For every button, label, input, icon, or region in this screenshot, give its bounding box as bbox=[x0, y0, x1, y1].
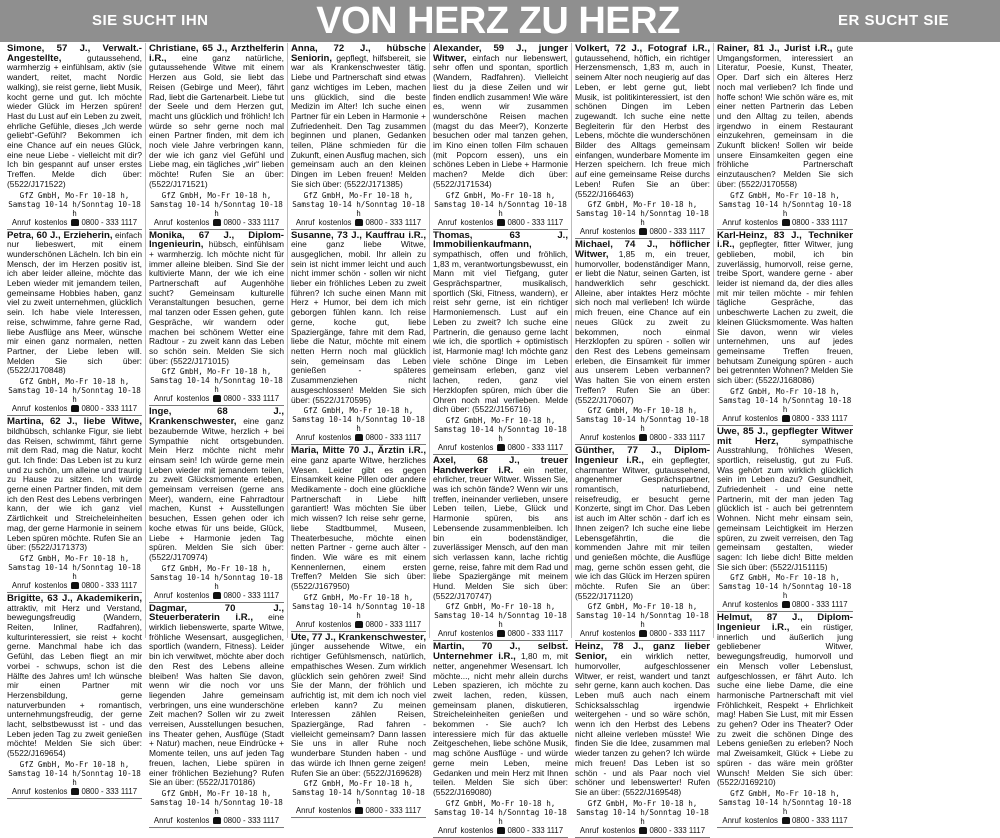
ad-company-hours bbox=[149, 367, 284, 394]
phone-number-text: 0800 - 333 1117 bbox=[649, 433, 706, 443]
call-line bbox=[575, 826, 710, 835]
ad-title: Susanne, 73 J., Kauffrau i.R., bbox=[291, 229, 426, 241]
company-line: GfZ GmbH, Mo-Fr 10-18 h, bbox=[730, 789, 840, 798]
ad-title: Brigitte, 63 J., Akademikerin, bbox=[7, 592, 142, 604]
free-label: kostenlos bbox=[34, 580, 68, 590]
ad-body: eine ganz aparte Witwe, herzliches Wesen. Leider gibt es gegen Einsamkeit keine Pillen oder andere Medikamente - doch eine glückliche Partnerschaft in Liebe hilft garantiert! Was möchten Sie über mich wissen? Ich reise sehr gerne, liebe Stadtbummel, Museen, Theaterbesuche, möchte einen netten Partner - gerne auch älter - finden. Wie wäre es mit einem Kennenlernen, einem ersten Treffen? Melden Sie sich über: (5522/J167950) bbox=[291, 454, 426, 592]
hours-line: Samstag 10-14 h/Sonntag 10-18 h bbox=[718, 395, 852, 414]
hours-line: Samstag 10-14 h/Sonntag 10-18 h bbox=[434, 611, 567, 630]
ad-company-hours bbox=[7, 760, 142, 787]
ad-column bbox=[288, 43, 430, 816]
ad-body: gutaussehend, warmherzig + einfühlsam, aktiv (sie wandert, reitet, macht Nordic walking), sie reist gerne, liebt Musik, kocht gerne und gut. Ich möchte wieder Glück im Herzen spüren! Hast du Lust auf ein Leben zu zweit, ehrliche Gefühle, dieses „Ich werde geliebt“-Gefühl? Bekommen ich eine Chance auf ein neues Glück, eine neue Liebe - vielleicht mit dir? Ich bin gespannt auf unser erstes Treffen. Melde dich über: (5522/J171522) bbox=[7, 52, 143, 189]
phone-number-text: 0800 - 333 1117 bbox=[223, 590, 280, 600]
company-line: GfZ GmbH, Mo-Fr 10-18 h, bbox=[303, 779, 414, 789]
call-label: Anruf bbox=[295, 433, 315, 443]
ad-column bbox=[714, 43, 856, 825]
phone-icon bbox=[355, 807, 363, 814]
hours-line: Samstag 10-14 h/Sonntag 10-18 h bbox=[150, 572, 283, 591]
company-line: GfZ GmbH, Mo-Fr 10-18 h, bbox=[730, 190, 840, 200]
ad-column bbox=[430, 43, 572, 835]
classified-ad bbox=[433, 641, 568, 837]
call-label: Anruf bbox=[722, 217, 742, 227]
ad-body: sympathische Ausstrahlung, fröhliches Wesen, sportlich, reiselustig, gut zu Fuß. Was gehört zum wirklich glücklich sein im Leben dazu? Gesundheit, Zufriedenheit - und eine nette Partnerin, mit der man jeden Tag glücklich ist - auch bei getrenntem Wohnen. Nicht mehr einsam sein, gemeinsam Leichtigkeit im Herzen spüren, zu zweit verreisen, den Tag gemeinsam gestalten, wieder sagen: Ich liebe dich! Bitte melden Sie sich über: (5522/J151115) bbox=[717, 435, 853, 572]
hours-line: Samstag 10-14 h/Sonntag 10-18 h bbox=[718, 582, 852, 601]
hours-line: Samstag 10-14 h/Sonntag 10-18 h bbox=[150, 199, 283, 218]
hours-line: Samstag 10-14 h/Sonntag 10-18 h bbox=[434, 199, 567, 218]
company-line: GfZ GmbH, Mo-Fr 10-18 h, bbox=[587, 200, 698, 210]
ad-company-hours bbox=[717, 387, 853, 414]
call-label: Anruf bbox=[722, 600, 742, 610]
ad-company-hours bbox=[291, 593, 426, 620]
free-label: kostenlos bbox=[745, 413, 778, 423]
hours-line: Samstag 10-14 h/Sonntag 10-18 h bbox=[292, 415, 425, 434]
phone-number[interactable] bbox=[639, 433, 705, 442]
call-line bbox=[433, 443, 568, 452]
classified-ad bbox=[717, 43, 853, 230]
company-line: GfZ GmbH, Mo-Fr 10-18 h, bbox=[161, 563, 272, 573]
ad-company-hours bbox=[7, 377, 142, 404]
ad-company-hours bbox=[7, 554, 142, 581]
ad-company-hours bbox=[575, 602, 710, 629]
ad-company-hours bbox=[433, 416, 568, 443]
phone-number-text: 0800 - 333 1117 bbox=[81, 786, 138, 796]
ad-company-hours bbox=[291, 406, 426, 433]
call-label: Anruf bbox=[295, 806, 315, 816]
call-label: Anruf bbox=[722, 816, 742, 825]
phone-icon bbox=[497, 827, 505, 834]
phone-number[interactable] bbox=[355, 620, 421, 629]
call-label: Anruf bbox=[579, 227, 599, 237]
ad-body: gepflegt, hilfsbereit, sie war als Krankenschwester tätig. Liebe und Partnerschaft sind etwas ganz wichtiges im Leben, machen uns glücklich, sind die beste Medizin im Alter! Ich suche einen Partner für ein Leben in Harmonie + Zufriedenheit. Den Tag zusammen beginnen und planen, Gedanken teilen, Pläne schmieden für die Zukunft, einen Ausflug machen, sich gemeinsam auch an den kleinen Dingen im Leben freuen! Melden Sie sich über: (5522/J171385) bbox=[291, 52, 426, 189]
ad-body: einfach nur liebeswert, mit einem wunderschönen Lächeln. Ich bin ein Mensch, der im Herzen positiv ist, ich aber leider alleine, möchte das Leben wieder mit jemandem teilen, gemeinsame Hobbies haben, ganz viel zu zweit unternehmen, glücklich sein. Ich habe viele Interessen, reise, schwimme, fahre gerne Rad, liebe Ausflüge ans Meer, wünsche mir einen ganz normalen, netten Partner, der Liebe leben will. Melden Sie sich über: (5522/J170848) bbox=[7, 229, 142, 376]
header-left-label: SIE SUCHT IHN bbox=[92, 12, 209, 29]
phone-icon bbox=[213, 817, 221, 824]
company-line: GfZ GmbH, Mo-Fr 10-18 h, bbox=[445, 602, 556, 612]
call-label: Anruf bbox=[437, 629, 457, 639]
ad-title: Martin, 70 J., selbst. Unternehmer i.R., bbox=[433, 641, 568, 663]
call-line bbox=[7, 404, 142, 413]
phone-number[interactable] bbox=[639, 227, 705, 236]
call-line bbox=[575, 227, 710, 236]
ad-title: Volkert, 72 J., Fotograf i.R., bbox=[575, 43, 710, 54]
ad-title: Maria, Mitte 70 J., Ärztin i.R., bbox=[291, 445, 426, 457]
phone-icon bbox=[213, 592, 221, 599]
phone-number[interactable] bbox=[213, 591, 279, 600]
phone-icon bbox=[782, 601, 790, 608]
call-label: Anruf bbox=[11, 217, 31, 227]
phone-number[interactable] bbox=[497, 443, 563, 452]
free-label: kostenlos bbox=[602, 825, 636, 835]
call-label: Anruf bbox=[437, 825, 457, 835]
classified-ad bbox=[149, 603, 284, 828]
free-label: kostenlos bbox=[176, 217, 210, 227]
free-label: kostenlos bbox=[176, 816, 210, 825]
hours-line: Samstag 10-14 h/Sonntag 10-18 h bbox=[576, 209, 709, 228]
call-label: Anruf bbox=[11, 404, 31, 414]
classified-ad bbox=[291, 43, 426, 230]
phone-icon bbox=[213, 219, 221, 226]
free-label: kostenlos bbox=[318, 217, 352, 227]
ad-title: Karl-Heinz, 83 J., Techniker i.R., bbox=[717, 229, 853, 251]
ad-title: Christiane, 65 J., Arzthelferin i.R., bbox=[149, 43, 284, 64]
call-line bbox=[575, 433, 710, 442]
phone-icon bbox=[71, 788, 79, 795]
ad-body: ein netter, ehrlicher, treuer Witwer. Wissen Sie, was ich schön fände? Wenn wir uns treffen, ineinander verlieben, unsere Leben teilen, Liebe, Glück und Harmonie spüren, bis ans Lebensende zusammenbleiben. Ich bin ein bodenständiger, zuverlässiger Mensch, auf den man sich verlassen kann, lache richtig gerne, reise, fahre mit dem Rad und liebe Spaziergänge mit meinem Hund. Melden Sie sich über: (5522/J170747) bbox=[433, 464, 569, 601]
ad-company-hours bbox=[717, 191, 853, 218]
ad-body: 1,85 m, ein treuer, humorvoller, bodenständiger Mann, er liebt die Natur, seinen Garten, ist handwerklich sehr geschickt. Alleine, aber intaktes Herz möchte sich noch mal verlieben! Ich würde mich freuen, eine Chance auf ein neues Glück zu zweit zu bekommen, noch einmal Herzklopfen zu spüren - sollen wir den Rest des Lebens gemeinsam erleben, die Einsamkeit für immer aus unserem Leben verbannen? Was halten Sie von einem ersten Treffen? Rufen Sie an über: (5522/J170607) bbox=[575, 248, 710, 405]
ad-title: Simone, 57 J., Verwalt.-Angestellte, bbox=[7, 43, 142, 64]
ad-title: Monika, 67 J., Diplom-Ingenieurin, bbox=[149, 229, 284, 251]
call-label: Anruf bbox=[153, 590, 173, 600]
ad-body: ein rüstiger, innerlich und äußerlich jung gebliebener Witwer, bewegungsfreudig, humorvoll und ein Mensch voller Lebenslust, aufgeschlossen, er fährt Auto. Ich suche eine liebe Dame, die eine harmonische Partnerschaft mit viel Fröhlichkeit, Respekt + Ehrlichkeit mag! Haben Sie Lust, mit mir Essen zu gehen? Oder ins Theater? Oder zu zweit die schönen Dinge des Lebens genießen zu erleben? Noch mal Zweisamkeit, Glück + Liebe zu spüren - das wäre mein größter Wunsch! Melden Sie sich über: (5522/J169210) bbox=[717, 622, 854, 788]
classified-ad bbox=[717, 426, 853, 613]
classified-ad bbox=[717, 230, 853, 426]
call-label: Anruf bbox=[437, 217, 457, 227]
phone-number[interactable] bbox=[782, 218, 848, 227]
ad-body: eine ganz bezaubernde Witwe, herzlich + bei Sympathie nicht ortsgebunden. Mein Herz möchte nicht mehr einsam sein! Ich würde gerne mein Leben wieder mit jemandem teilen, zu zweit Glücksmomente erleben, gemeinsam verreisen (gerne ans Meer), wandern, eine Fahrradtour machen, Kunst + Ausstellungen besuchen, Essen gehen oder ich koche etwas für uns beide, Glück, Liebe + Harmonie jeden Tag spüren. Melden Sie sich über: (5522/J170974) bbox=[149, 416, 284, 562]
ad-title: Michael, 74 J., höflicher Witwer, bbox=[575, 239, 710, 260]
free-label: kostenlos bbox=[34, 786, 68, 796]
ad-company-hours bbox=[149, 191, 284, 218]
ad-body: eine ganz natürliche, gutaussehende Witwe mit einem Herzen aus Gold, sie liebt das Reisen (Gebirge und Meer), fährt Rad, liebt die Gartenarbeit. Liebe tut der Seele und dem Herzen gut, macht uns glücklich und fröhlich! Ich würde so sehr gerne noch mal einen Partner finden, mit dem ich noch viele Jahre verbringen kann, der wie ich ganz viel Gefühl und Liebe mag, ein tägliches „wir“ lieben möchte! Rufen Sie an über: (5522/J171521) bbox=[149, 52, 284, 189]
free-label: kostenlos bbox=[318, 433, 352, 443]
ad-body: einfach nur liebenswert, sehr offen und spontan, sportlich (Wandern, Radfahren). Vielleicht liest du ja diese Zeilen und wir finden endlich zusammen! Wie wäre es, wenn wir zusammen wunderschöne Reisen machen (magst du das Meer?), Konzerte besuchen oder mal tanzen gehen, im Kino einen tollen Film schauen (mit Popcorn essen), uns ein schönes Leben in Liebe + Harmonie machen? Melde dich über: (5522/J171534) bbox=[433, 52, 569, 189]
phone-number-text: 0800 - 333 1117 bbox=[365, 806, 422, 816]
phone-icon bbox=[213, 395, 221, 402]
ad-body: sympathisch, offen und fröhlich, 1,83 m, verantwortungsbewusst, ein Mann mit viel Tiefgang, guter Gesprächspartner, musikalisch, sportlich (Ski, Fitness, wandern), er reist sehr gerne, ist ein richtiger Harmoniemensch. Lust auf ein Leben zu zweit? Ich suche eine Partnerin, die genauso gerne lacht wie ich, die sportlich + optimistisch ist, Harmonie mag! Ich möchte ganz viele schöne Dinge im Leben gemeinsam erleben, ganz viel lachen, reden, ganz viel Herzklopfen spüren, mich über die Ohren noch mal verlieben. Melde dich über: (5522/J156716) bbox=[433, 248, 568, 415]
company-line: GfZ GmbH, Mo-Fr 10-18 h, bbox=[161, 190, 272, 200]
company-line: GfZ GmbH, Mo-Fr 10-18 h, bbox=[587, 406, 698, 416]
phone-number[interactable] bbox=[71, 218, 137, 227]
ad-column bbox=[146, 43, 288, 825]
call-line bbox=[7, 218, 142, 227]
ad-body: gepflegter, fitter Witwer, jung geblieben, mobil, ich bin zuverlässig, humorvoll, reise gerne, treibe Sport, wandere gerne - aber leider ist niemand da, der dies alles mit mir teilen möchte - mir fehlen tägliche Gespräche, das unbeschwerte Lachen zu zweit, die kleinen Glücksmomente. Was halten Sie davon, wenn wir vieles unternehmen, uns auf jedes gemeinsame Treffen freuen, behutsam Zuneigung spüren - auch bei getrennten Wohnen? Melden Sie sich über: (5522/J168086) bbox=[717, 239, 854, 386]
ad-company-hours bbox=[575, 406, 710, 433]
phone-number[interactable] bbox=[355, 433, 421, 442]
free-label: kostenlos bbox=[318, 806, 352, 816]
phone-icon bbox=[639, 827, 647, 834]
call-label: Anruf bbox=[11, 786, 31, 796]
ad-body: attraktiv, mit Herz und Verstand, bewegungsfreudig (Wandern, Reiten, Inliner, Radfahren), kulturinteressiert, sie reist + kocht gerne. Manchmal habe ich das Gefühl, das Leben fliegt an mir vorbei - schwups, schon ist die Hälfte des Jahres um! Ich wünsche mir einen Partner mit Herzensbildung, gerne naturverbunden + romantisch, unternehmungsfreudig, der gerne lacht, selbstbewusst ist - und das Leben jeden Tag zu zweit genießen möchte! Melden Sie sich über: (5522/J169654) bbox=[7, 602, 142, 759]
call-line bbox=[433, 826, 568, 835]
call-line bbox=[149, 394, 284, 403]
hours-line: Samstag 10-14 h/Sonntag 10-18 h bbox=[292, 199, 425, 218]
call-label: Anruf bbox=[153, 217, 173, 227]
ad-body: ein wirklich netter, humorvoller, aufgeschlossener Witwer, er reist, wandert und tanzt sehr gerne, kann auch kochen. Das Leben muß auch nach einem Schicksalsschlag irgendwie weitergehen - und so wäre schön, wenn ich den Herbst des Lebens nicht alleine verleben müsste! Wie finden Sie die Idee, zusammen mal wieder tanzen zu gehen? Ich würde mich freuen! Das Leben ist so schön - und als Paar noch viel schöner und lebenswerter! Rufen Sie an über: (5522/J169548) bbox=[575, 651, 711, 797]
phone-number-text: 0800 - 333 1117 bbox=[365, 619, 422, 629]
ad-title: Inge, 68 J., Krankenschwester, bbox=[149, 406, 284, 428]
classified-ad bbox=[575, 239, 710, 445]
hours-line: Samstag 10-14 h/Sonntag 10-18 h bbox=[718, 199, 852, 218]
free-label: kostenlos bbox=[602, 629, 636, 639]
free-label: kostenlos bbox=[745, 600, 778, 610]
header-right-label: ER SUCHT SIE bbox=[838, 12, 950, 29]
call-line bbox=[433, 629, 568, 638]
call-line bbox=[717, 218, 853, 227]
call-line bbox=[575, 629, 710, 638]
ads-columns bbox=[4, 43, 998, 835]
phone-number[interactable] bbox=[782, 600, 848, 609]
phone-number-text: 0800 - 333 1117 bbox=[223, 394, 280, 404]
call-line bbox=[291, 433, 426, 442]
ad-company-hours bbox=[433, 191, 568, 218]
call-label: Anruf bbox=[153, 816, 173, 825]
company-line: GfZ GmbH, Mo-Fr 10-18 h, bbox=[19, 190, 130, 200]
classified-ad bbox=[291, 632, 426, 819]
ad-company-hours bbox=[291, 191, 426, 218]
hours-line: Samstag 10-14 h/Sonntag 10-18 h bbox=[434, 424, 567, 443]
company-line: GfZ GmbH, Mo-Fr 10-18 h, bbox=[161, 367, 272, 377]
phone-icon bbox=[71, 582, 79, 589]
phone-icon bbox=[355, 219, 363, 226]
ad-company-hours bbox=[433, 602, 568, 629]
phone-number-text: 0800 - 333 1117 bbox=[223, 217, 280, 227]
call-label: Anruf bbox=[11, 580, 31, 590]
classified-ad bbox=[575, 43, 710, 239]
hours-line: Samstag 10-14 h/Sonntag 10-18 h bbox=[150, 376, 283, 395]
phone-icon bbox=[497, 219, 505, 226]
phone-number[interactable] bbox=[497, 629, 563, 638]
ad-company-hours bbox=[291, 779, 426, 806]
phone-number[interactable] bbox=[71, 404, 137, 413]
call-label: Anruf bbox=[153, 394, 173, 404]
phone-number[interactable] bbox=[213, 218, 279, 227]
ad-title: Rainer, 81 J., Jurist i.R., bbox=[717, 43, 833, 54]
company-line: GfZ GmbH, Mo-Fr 10-18 h, bbox=[445, 190, 556, 200]
company-line: GfZ GmbH, Mo-Fr 10-18 h, bbox=[19, 553, 130, 563]
company-line: GfZ GmbH, Mo-Fr 10-18 h, bbox=[303, 190, 414, 200]
phone-icon bbox=[782, 817, 790, 824]
classified-ad bbox=[149, 230, 284, 407]
phone-number-text: 0800 - 333 1117 bbox=[81, 580, 138, 590]
phone-number[interactable] bbox=[639, 629, 705, 638]
ad-company-hours bbox=[149, 564, 284, 591]
hours-line: Samstag 10-14 h/Sonntag 10-18 h bbox=[292, 788, 425, 807]
header-title: VON HERZ ZU HERZ bbox=[316, 0, 680, 42]
phone-number-text: 0800 - 333 1117 bbox=[791, 816, 848, 825]
call-label: Anruf bbox=[295, 217, 315, 227]
phone-icon bbox=[639, 228, 647, 235]
ad-company-hours bbox=[575, 799, 710, 826]
phone-number[interactable] bbox=[355, 218, 421, 227]
phone-number-text: 0800 - 333 1117 bbox=[81, 404, 138, 414]
company-line: GfZ GmbH, Mo-Fr 10-18 h, bbox=[303, 592, 414, 602]
classified-ad bbox=[7, 416, 142, 593]
phone-number[interactable] bbox=[497, 218, 563, 227]
classified-ad bbox=[433, 455, 568, 642]
call-label: Anruf bbox=[579, 629, 599, 639]
hours-line: Samstag 10-14 h/Sonntag 10-18 h bbox=[150, 798, 283, 816]
ad-body: ein gepflegter, charmanter Witwer, gutaussehend, angenehmer Gesprächspartner, romantisch, naturliebend, reisefreudig, er besucht gerne Konzerte, singt im Chor. Das Leben ist auch im Alter schön - darf ich es Ihnen zeigen? Ich suche eine liebe Lebensgefährtin, die die kommenden Jahre mit mir teilen und genießen möchte, die Ausflüge mag, gerne schön essen geht, die wie ich das Glück im Herzen spüren möchte. Rufen Sie an über: (5522/J171120) bbox=[575, 454, 710, 601]
phone-number-text: 0800 - 333 1117 bbox=[507, 825, 564, 835]
company-line: GfZ GmbH, Mo-Fr 10-18 h, bbox=[445, 415, 556, 425]
hours-line: Samstag 10-14 h/Sonntag 10-18 h bbox=[8, 199, 141, 218]
phone-icon bbox=[355, 621, 363, 628]
ad-body: bildhübsch, schlanke Figur, sie liebt das Reisen, schwimmt, fährt gerne mit dem Rad, mag die Natur, kocht gut. Ich finde: Das Leben ist zu kurz und zu schön, um alleine und traurig zu Hause zu sitzen. Ich würde gerne einen Partner finden, mit dem ich den Rest des Lebens verbringen kann, der wie ich ganz viel Zärtlichkeit und Streicheleinheiten mag, der gerne Harmonie in seinem Leben spüren möchte. Rufen Sie an über: (5522/J171373) bbox=[7, 425, 143, 553]
ad-body: gutaussehend, höflich, ein richtiger Herzensmensch, 1,83 m, auch in seinem Alter noch neugierig auf das Leben, er lebt gerne gut, liebt Musik, ist politikinteressiert, ist den schönen Dingen im Leben zugewandt. Ich suche eine nette Begleiterin für den Herbst des Lebens, möchte die wunderschönen Bilder des Alltags gemeinsam einfangen, wunderbare Momente im Herzen speichern. Ich freue mich auf eine gemeinsame Reise durchs Leben! Rufen Sie an über: (5522/J166463) bbox=[575, 52, 710, 199]
ad-title: Günther, 77 J., Diplom-Ingenieur i.R., bbox=[575, 445, 710, 466]
hours-line: Samstag 10-14 h/Sonntag 10-18 h bbox=[576, 415, 709, 434]
ad-title: Axel, 68 J., treuer Handwerker i.R. bbox=[433, 454, 568, 476]
company-line: GfZ GmbH, Mo-Fr 10-18 h, bbox=[19, 759, 130, 769]
call-line bbox=[149, 218, 284, 227]
hours-line: Samstag 10-14 h/Sonntag 10-18 h bbox=[576, 611, 709, 630]
ad-body: 1,80 m, mit netter, angenehmer Wesensart. Ich möchte..., nicht mehr allein durchs Leben spazieren, ich möchte zu zweit lachen, reden, küssen, gemeinsam planen, diskutieren, Streicheleinheiten genießen und bekommen - Sie auch? Ich interessiere mich für das aktuelle Zeitgeschehen, liebe schöne Musik, mag schöne Ausflüge - und würde gerne mein Leben, meine Gedanken und mein Herz mit Ihnen teilen. Melden Sie sich über: (5522/J169080) bbox=[433, 651, 569, 797]
ad-title: Petra, 60 J., Erzieherin, bbox=[7, 229, 113, 241]
company-line: GfZ GmbH, Mo-Fr 10-18 h, bbox=[445, 798, 556, 808]
free-label: kostenlos bbox=[176, 394, 210, 404]
classified-ad bbox=[291, 230, 426, 446]
phone-number-text: 0800 - 333 1117 bbox=[223, 816, 280, 825]
classified-ad bbox=[575, 641, 710, 837]
phone-number[interactable] bbox=[71, 581, 137, 590]
phone-number-text: 0800 - 333 1117 bbox=[365, 217, 422, 227]
free-label: kostenlos bbox=[460, 629, 494, 639]
ad-title: Alexander, 59 J., junger Witwer, bbox=[433, 43, 568, 64]
classified-ad bbox=[149, 43, 284, 230]
company-line: GfZ GmbH, Mo-Fr 10-18 h, bbox=[19, 377, 130, 387]
call-label: Anruf bbox=[722, 413, 742, 423]
call-line bbox=[7, 787, 142, 796]
ad-title: Thomas, 63 J., Immobilienkaufmann, bbox=[433, 229, 568, 251]
ad-title: Uwe, 85 J., gepflegter Witwer mit Herz, bbox=[717, 425, 853, 447]
ad-body: eine ganz liebe Witwe, ausgeglichen, mobil. Ihr allein zu sein ist nicht immer leicht und auch nicht immer schön - sollen wir nicht lieber ein fröhliches Leben zu zweit führen? Ich suche einen Mann mit Herz + Humor, bei dem ich mich geborgen fühlen kann. Ich reise gerne, koche gut, liebe Spaziergänge, fahre mit dem Rad, liebe die Natur, möchte mit einem netten Herrn noch mal glücklich sein, gemeinsam das Leben genießen - späteres Zusammenziehen nicht ausgeschlossen! Melden Sie sich über: (5522/J170595) bbox=[291, 239, 426, 405]
phone-icon bbox=[497, 444, 505, 451]
free-label: kostenlos bbox=[34, 404, 68, 414]
classified-ad bbox=[433, 230, 568, 455]
classified-ad bbox=[717, 612, 853, 828]
company-line: GfZ GmbH, Mo-Fr 10-18 h, bbox=[730, 573, 840, 583]
ad-column bbox=[4, 43, 146, 796]
phone-icon bbox=[782, 219, 790, 226]
phone-number-text: 0800 - 333 1117 bbox=[649, 825, 706, 835]
phone-icon bbox=[639, 434, 647, 441]
ad-body: jünger aussehende Witwe, ein richtiger Gefühlsmensch, natürlich, empathisches Wesen. Zum wirklich glücklich sein gehören zwei! Sind Sie der Mann, der fröhlich und aufrichtig ist, mit dem ich noch viel erleben kann? Zu meinen Interessen zählen Reisen, Spaziergänge, Rad fahren - vielleicht gemeinsam? Dann lassen Sie uns in aller Ruhe noch wunderbare Stunden haben - und das würde ich Ihnen gerne zeigen! Rufen Sie an über: (5522/J169628) bbox=[291, 641, 426, 778]
free-label: kostenlos bbox=[460, 825, 494, 835]
hours-line: Samstag 10-14 h/Sonntag 10-18 h bbox=[292, 601, 425, 620]
classified-ad bbox=[433, 43, 568, 230]
phone-icon bbox=[71, 219, 79, 226]
ad-title: Dagmar, 70 J., Steuerberaterin i.R., bbox=[149, 602, 284, 624]
free-label: kostenlos bbox=[318, 619, 352, 629]
phone-number-text: 0800 - 333 1117 bbox=[507, 629, 564, 639]
phone-number-text: 0800 - 333 1117 bbox=[507, 217, 564, 227]
free-label: kostenlos bbox=[176, 590, 210, 600]
phone-number[interactable] bbox=[213, 394, 279, 403]
free-label: kostenlos bbox=[460, 217, 494, 227]
phone-icon bbox=[497, 630, 505, 637]
phone-number-text: 0800 - 333 1117 bbox=[649, 629, 706, 639]
ad-title: Ute, 77 J., Krankenschwester, bbox=[291, 631, 426, 643]
classified-ad bbox=[7, 593, 142, 799]
call-line bbox=[149, 816, 284, 825]
classified-ad bbox=[7, 43, 142, 230]
phone-number[interactable] bbox=[355, 806, 421, 815]
call-line bbox=[291, 218, 426, 227]
phone-number-text: 0800 - 333 1117 bbox=[791, 217, 848, 227]
company-line: GfZ GmbH, Mo-Fr 10-18 h, bbox=[730, 386, 840, 396]
ad-title: Heinz, 78 J., ganz lieber Senior, bbox=[575, 641, 710, 663]
free-label: kostenlos bbox=[602, 227, 636, 237]
hours-line: Samstag 10-14 h/Sonntag 10-18 h bbox=[8, 768, 141, 787]
call-label: Anruf bbox=[579, 825, 599, 835]
classified-ad bbox=[575, 445, 710, 641]
call-line bbox=[149, 591, 284, 600]
call-line bbox=[717, 600, 853, 609]
call-label: Anruf bbox=[295, 619, 315, 629]
classified-ad bbox=[149, 406, 284, 602]
ad-company-hours bbox=[149, 789, 284, 816]
call-line bbox=[291, 620, 426, 629]
call-line bbox=[433, 218, 568, 227]
phone-number-text: 0800 - 333 1117 bbox=[791, 413, 848, 423]
ad-title: Helmut, 87 J., Diplom-Ingenieur i.R., bbox=[717, 612, 853, 634]
phone-icon bbox=[71, 405, 79, 412]
call-line bbox=[291, 806, 426, 815]
free-label: kostenlos bbox=[602, 433, 636, 443]
ad-body: hübsch, einfühlsam + warmherzig. Ich möchte nicht für immer alleine bleiben. Sind Sie der kultivierte Mann, der wie ich eine Partnerschaft auf Augenhöhe sucht? Gemeinsam kulturelle Veranstaltungen besuchen, gerne mal tanzen oder Essen gehen, gute Gespräche, wir wandern oder machen bei schönem Wetter eine Radtour - zu zweit kann das Leben so schön sein. Melden Sie sich über: (5522/J171015) bbox=[149, 239, 284, 366]
company-line: GfZ GmbH, Mo-Fr 10-18 h, bbox=[161, 789, 272, 798]
hours-line: Samstag 10-14 h/Sonntag 10-18 h bbox=[576, 807, 709, 826]
phone-number-text: 0800 - 333 1117 bbox=[649, 227, 706, 237]
free-label: kostenlos bbox=[34, 217, 68, 227]
ad-title: Anna, 72 J., hübsche Seniorin, bbox=[291, 43, 426, 64]
phone-number[interactable] bbox=[639, 826, 705, 835]
ad-company-hours bbox=[717, 789, 853, 816]
phone-icon bbox=[782, 415, 790, 422]
phone-number[interactable] bbox=[782, 414, 848, 423]
call-line bbox=[7, 581, 142, 590]
phone-number[interactable] bbox=[71, 787, 137, 796]
ad-company-hours bbox=[575, 200, 710, 227]
ad-body: gute Umgangsformen, interessiert an Literatur, Poesie, Kunst, Theater, Oper. Darf sich ein älteres Herz noch mal verlieben? Ich finde und hoffe schon! Wie schön wäre es, mit einer netten Partnerin das Leben und den Alltag zu teilen, abends irgendwo in einem Restaurant einzukehren, gemeinsam in die Zukunft blicken! Sollen wir beide unsere Einsamkeiten gegen eine fröhliche Partnerschaft einzutauschen? Melden Sie sich über: (5522/J170558) bbox=[717, 43, 853, 189]
free-label: kostenlos bbox=[745, 816, 778, 825]
ad-company-hours bbox=[717, 573, 853, 600]
phone-number-text: 0800 - 333 1117 bbox=[791, 600, 848, 610]
call-label: Anruf bbox=[579, 433, 599, 443]
phone-number-text: 0800 - 333 1117 bbox=[365, 433, 422, 443]
company-line: GfZ GmbH, Mo-Fr 10-18 h, bbox=[587, 602, 698, 612]
ad-company-hours bbox=[433, 799, 568, 826]
company-line: GfZ GmbH, Mo-Fr 10-18 h, bbox=[303, 406, 414, 416]
phone-number[interactable] bbox=[497, 826, 563, 835]
free-label: kostenlos bbox=[460, 442, 494, 452]
hours-line: Samstag 10-14 h/Sonntag 10-18 h bbox=[8, 386, 141, 405]
call-line bbox=[717, 816, 853, 825]
hours-line: Samstag 10-14 h/Sonntag 10-18 h bbox=[8, 562, 141, 581]
phone-number[interactable] bbox=[782, 816, 848, 825]
phone-number-text: 0800 - 333 1117 bbox=[81, 217, 138, 227]
free-label: kostenlos bbox=[745, 217, 778, 227]
ad-body: eine wirklich liebenswerte, sparte Witwe, fröhliche Wesensart, ausgeglichen, sportlich (wandern, Fitness). Leider bin ich verwitwet, möchte aber doch den Rest des Lebens alleine bleiben! Was halten Sie davon, wenn wir die noch vor uns liegenden Jahre gemeinsam verbringen, uns eine wunderschöne Zeit machen? Sollen wir zu zweit verreisen, Ausstellungen besuchen, ins Theater gehen, Ausflüge (Stadt + Natur) machen, neue Eindrücke + Momente teilen, uns auf jeden Tag freuen, lachen, Liebe spüren in einer fröhlichen Beziehung? Rufen Sie an über: (5522/J170186) bbox=[149, 612, 284, 788]
company-line: GfZ GmbH, Mo-Fr 10-18 h, bbox=[587, 798, 698, 808]
ad-title: Martina, 62 J., liebe Witwe, bbox=[7, 416, 142, 428]
newspaper-header bbox=[0, 0, 1000, 42]
classified-ad bbox=[291, 445, 426, 632]
hours-line: Samstag 10-14 h/Sonntag 10-18 h bbox=[434, 807, 567, 826]
ad-company-hours bbox=[7, 191, 142, 218]
phone-icon bbox=[355, 434, 363, 441]
ad-column bbox=[572, 43, 714, 835]
phone-number-text: 0800 - 333 1117 bbox=[507, 442, 564, 452]
call-line bbox=[717, 414, 853, 423]
phone-icon bbox=[639, 630, 647, 637]
classified-ad bbox=[7, 230, 142, 417]
call-label: Anruf bbox=[437, 442, 457, 452]
hours-line: Samstag 10-14 h/Sonntag 10-18 h bbox=[718, 798, 852, 816]
phone-number[interactable] bbox=[213, 816, 279, 825]
